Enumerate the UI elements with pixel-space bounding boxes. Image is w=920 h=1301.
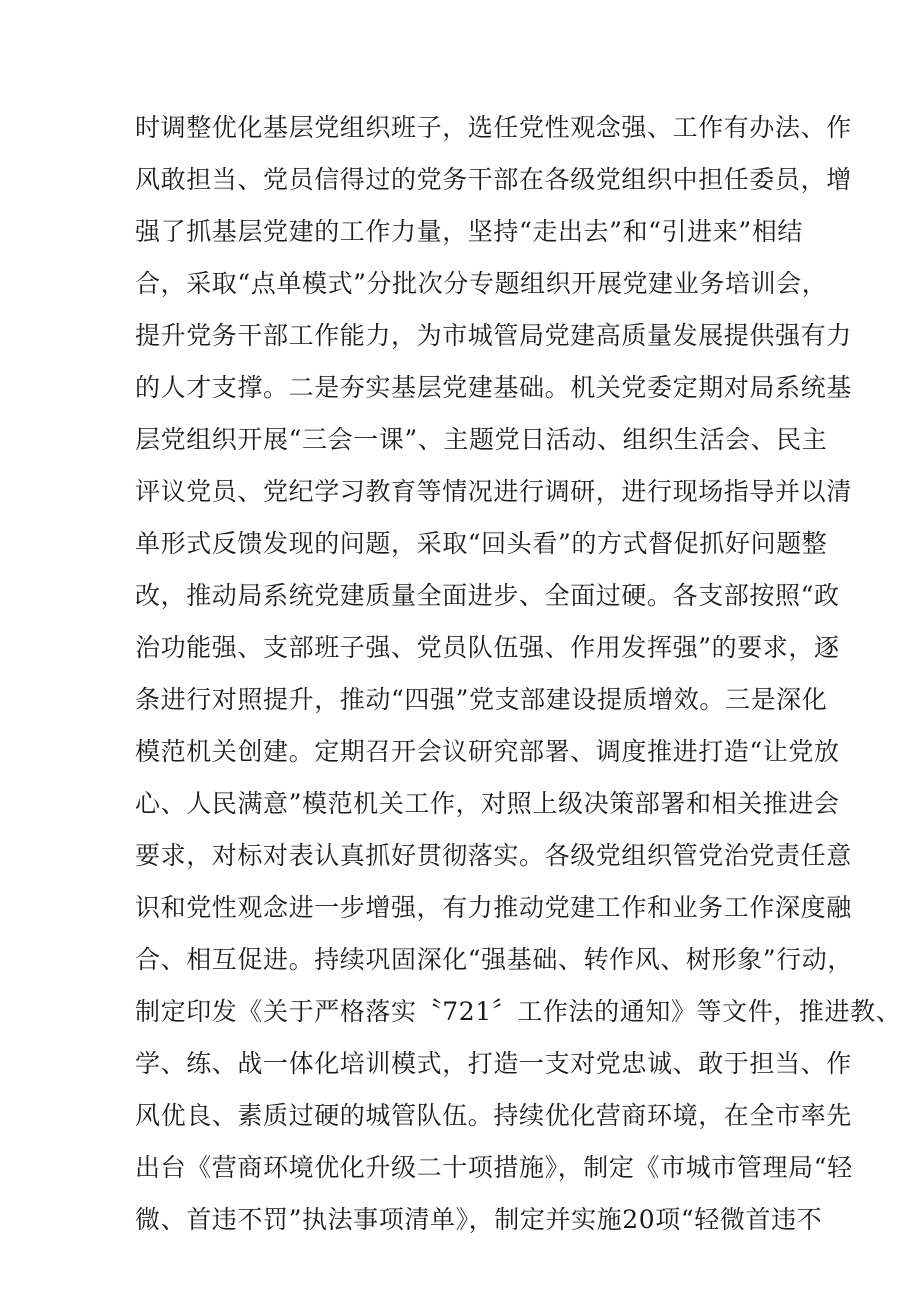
body-text-line: 层党组织开展“三会一课”、主题党日活动、组织生活会、民主	[135, 425, 828, 454]
body-text-line: 强了抓基层党建的工作力量，坚持“走出去”和“引进来”相结	[135, 217, 803, 246]
body-text-line: 微、首违不罚”执法事项清单》，制定并实施20项“轻微首违不	[135, 1205, 823, 1234]
body-text-line: 学、练、战一体化培训模式，打造一支对党忠诚、敢于担当、作	[135, 1049, 852, 1078]
body-text-line: 条进行对照提升，推动“四强”党支部建设提质增效。三是深化	[135, 685, 828, 714]
body-text-line: 制定印发《关于严格落实〝721〞工作法的通知》等文件，推进教、	[135, 997, 902, 1026]
body-text-line: 合、相互促进。持续巩固深化“强基础、转作风、树形象”行动，	[135, 945, 853, 974]
body-text-line: 评议党员、党纪学习教育等情况进行调研，进行现场指导并以清	[135, 477, 852, 506]
body-text-line: 心、人民满意”模范机关工作，对照上级决策部署和相关推进会	[135, 789, 840, 818]
body-text-line: 的人才支撑。二是夯实基层党建基础。机关党委定期对局系统基	[135, 373, 852, 402]
body-text-line: 治功能强、支部班子强、党员队伍强、作用发挥强”的要求，逐	[135, 633, 840, 662]
body-text-line: 提升党务干部工作能力，为市城管局党建高质量发展提供强有力	[135, 321, 852, 350]
body-text-line: 要求，对标对表认真抓好贯彻落实。各级党组织管党治党责任意	[135, 841, 852, 870]
body-text-line: 改，推动局系统党建质量全面进步、全面过硬。各支部按照“政	[135, 581, 840, 610]
body-text-line: 出台《营商环境优化升级二十项措施》，制定《市城市管理局“轻	[135, 1153, 853, 1182]
body-text-line: 时调整优化基层党组织班子，选任党性观念强、工作有办法、作	[135, 113, 852, 142]
body-text-line: 识和党性观念进一步增强，有力推动党建工作和业务工作深度融	[135, 893, 852, 922]
body-text-line: 合，采取“点单模式”分批次分专题组织开展党建业务培训会，	[135, 269, 828, 298]
body-text-line: 风敢担当、党员信得过的党务干部在各级党组织中担任委员，增	[135, 165, 852, 194]
body-text-line: 单形式反馈发现的问题，采取“回头看”的方式督促抓好问题整	[135, 529, 828, 558]
body-text-line: 风优良、素质过硬的城管队伍。持续优化营商环境，在全市率先	[135, 1101, 852, 1130]
body-text-line: 模范机关创建。定期召开会议研究部署、调度推进打造“让党放	[135, 737, 840, 766]
